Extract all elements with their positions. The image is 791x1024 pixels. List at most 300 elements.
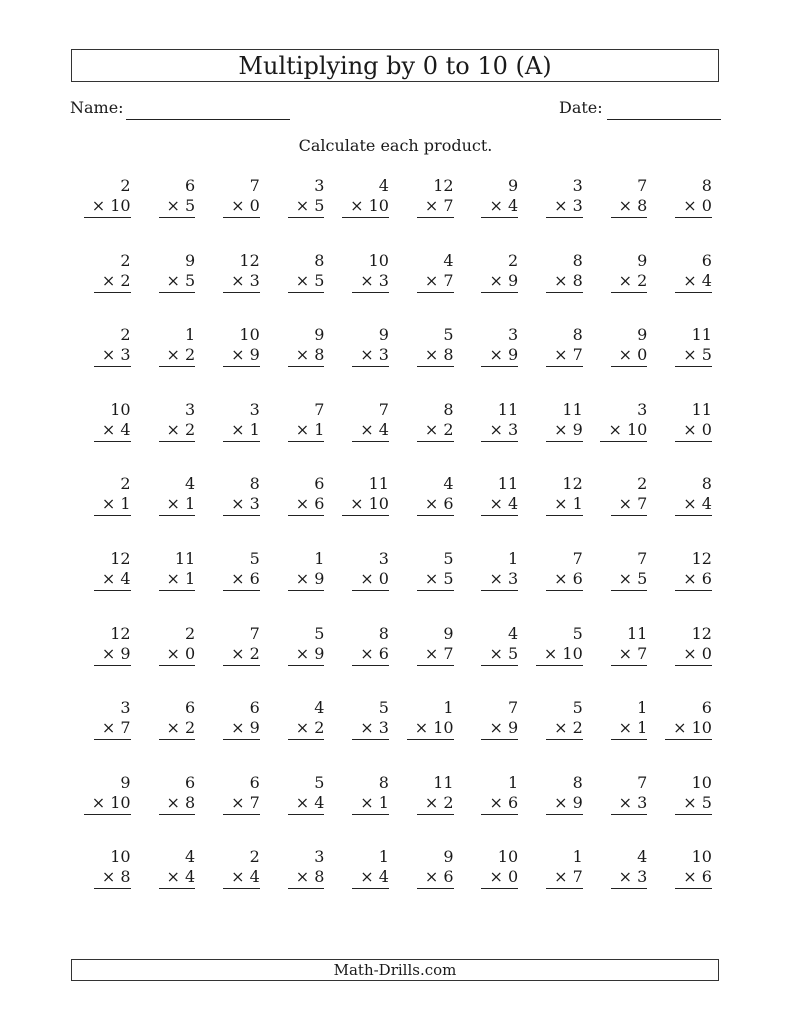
multiplier: × 3 bbox=[223, 494, 260, 516]
problem bbox=[270, 325, 335, 400]
problem bbox=[205, 847, 270, 922]
problem bbox=[528, 624, 593, 699]
problem bbox=[205, 325, 270, 400]
multiplier: × 2 bbox=[417, 793, 454, 815]
multiplier: × 3 bbox=[223, 271, 260, 293]
problem-row bbox=[76, 176, 722, 251]
multiplier: × 6 bbox=[223, 569, 260, 591]
multiplier: × 0 bbox=[611, 345, 648, 367]
multiplicand: 5 bbox=[314, 772, 325, 792]
multiplier: × 10 bbox=[84, 793, 131, 815]
multiplier: × 2 bbox=[223, 644, 260, 666]
problem bbox=[464, 474, 529, 549]
multiplicand: 9 bbox=[314, 325, 325, 345]
problem bbox=[464, 176, 529, 251]
multiplier: × 4 bbox=[675, 271, 712, 293]
problem bbox=[593, 474, 658, 549]
multiplicand: 5 bbox=[378, 698, 389, 718]
multiplier: × 4 bbox=[223, 867, 260, 889]
problem bbox=[593, 325, 658, 400]
multiplicand: 12 bbox=[239, 250, 260, 270]
multiplier: × 1 bbox=[223, 420, 260, 442]
multiplicand: 11 bbox=[691, 399, 712, 419]
multiplicand: 1 bbox=[314, 548, 325, 568]
multiplicand: 10 bbox=[691, 772, 712, 792]
multiplicand: 4 bbox=[185, 847, 196, 867]
multiplier: × 10 bbox=[600, 420, 647, 442]
multiplicand: 5 bbox=[572, 698, 583, 718]
multiplicand: 12 bbox=[691, 623, 712, 643]
problem bbox=[657, 698, 722, 773]
multiplier: × 3 bbox=[611, 867, 648, 889]
problem bbox=[270, 400, 335, 475]
multiplicand: 2 bbox=[637, 474, 648, 494]
problem bbox=[399, 251, 464, 326]
multiplier: × 4 bbox=[481, 196, 518, 218]
problem bbox=[399, 698, 464, 773]
multiplier: × 6 bbox=[675, 867, 712, 889]
multiplicand: 9 bbox=[378, 325, 389, 345]
problem bbox=[334, 325, 399, 400]
problem bbox=[141, 698, 206, 773]
multiplier: × 1 bbox=[159, 569, 196, 591]
multiplicand: 9 bbox=[637, 325, 648, 345]
footer-text: Math-Drills.com bbox=[333, 961, 457, 979]
problem bbox=[528, 474, 593, 549]
problem bbox=[76, 698, 141, 773]
problem-row bbox=[76, 847, 722, 922]
problem bbox=[141, 400, 206, 475]
multiplicand: 7 bbox=[378, 399, 389, 419]
problem bbox=[657, 176, 722, 251]
multiplicand: 6 bbox=[249, 698, 260, 718]
multiplicand: 9 bbox=[185, 250, 196, 270]
multiplier: × 7 bbox=[611, 644, 648, 666]
problem bbox=[399, 400, 464, 475]
multiplicand: 9 bbox=[443, 847, 454, 867]
problem bbox=[528, 773, 593, 848]
problem bbox=[205, 474, 270, 549]
multiplicand: 6 bbox=[185, 698, 196, 718]
multiplicand: 5 bbox=[249, 548, 260, 568]
problem bbox=[657, 624, 722, 699]
multiplier: × 7 bbox=[417, 271, 454, 293]
problem bbox=[657, 847, 722, 922]
problem bbox=[141, 176, 206, 251]
multiplicand: 2 bbox=[120, 325, 131, 345]
multiplicand: 7 bbox=[507, 698, 519, 718]
multiplicand: 11 bbox=[497, 474, 519, 494]
multiplicand: 3 bbox=[314, 176, 325, 195]
multiplicand: 11 bbox=[497, 399, 519, 419]
problem bbox=[528, 549, 593, 624]
problem-row bbox=[76, 549, 722, 624]
multiplicand: 1 bbox=[185, 325, 196, 345]
instructions: Calculate each product. bbox=[298, 136, 493, 155]
problem bbox=[205, 698, 270, 773]
problem bbox=[334, 698, 399, 773]
multiplier: × 9 bbox=[223, 718, 260, 740]
multiplier: × 7 bbox=[546, 345, 583, 367]
problem bbox=[657, 400, 722, 475]
multiplier: × 1 bbox=[352, 793, 389, 815]
problem bbox=[141, 624, 206, 699]
problem bbox=[270, 847, 335, 922]
problem bbox=[270, 176, 335, 251]
multiplicand: 10 bbox=[368, 250, 389, 270]
multiplicand: 1 bbox=[443, 698, 454, 718]
multiplier: × 8 bbox=[159, 793, 196, 815]
worksheet-title bbox=[71, 49, 719, 82]
multiplicand: 3 bbox=[185, 399, 196, 419]
multiplicand: 6 bbox=[185, 176, 196, 195]
multiplier: × 0 bbox=[352, 569, 389, 591]
problem bbox=[141, 474, 206, 549]
problem bbox=[76, 176, 141, 251]
problem-row bbox=[76, 251, 722, 326]
problem-row bbox=[76, 698, 722, 773]
multiplicand: 6 bbox=[701, 698, 712, 718]
problem bbox=[593, 176, 658, 251]
multiplier: × 5 bbox=[417, 569, 454, 591]
multiplier: × 1 bbox=[611, 718, 648, 740]
multiplier: × 2 bbox=[417, 420, 454, 442]
problem bbox=[464, 251, 529, 326]
multiplicand: 10 bbox=[110, 399, 131, 419]
problem bbox=[593, 400, 658, 475]
multiplier: × 8 bbox=[288, 345, 325, 367]
multiplier: × 9 bbox=[546, 793, 583, 815]
problem bbox=[657, 474, 722, 549]
problem bbox=[334, 251, 399, 326]
multiplier: × 7 bbox=[94, 718, 131, 740]
multiplier: × 2 bbox=[159, 420, 196, 442]
multiplicand: 2 bbox=[507, 250, 519, 270]
multiplicand: 6 bbox=[185, 772, 196, 792]
problem bbox=[528, 698, 593, 773]
multiplier: × 3 bbox=[611, 793, 648, 815]
multiplicand: 7 bbox=[314, 399, 325, 419]
problem bbox=[334, 400, 399, 475]
problem-row bbox=[76, 474, 722, 549]
multiplicand: 12 bbox=[691, 548, 712, 568]
multiplier: × 8 bbox=[288, 867, 325, 889]
problem-grid bbox=[76, 176, 722, 922]
problem bbox=[528, 400, 593, 475]
problem bbox=[334, 773, 399, 848]
multiplier: × 3 bbox=[481, 420, 518, 442]
multiplicand: 8 bbox=[249, 474, 260, 494]
multiplier: × 0 bbox=[675, 644, 712, 666]
multiplier: × 9 bbox=[94, 644, 131, 666]
problem bbox=[399, 624, 464, 699]
problem bbox=[593, 624, 658, 699]
problem bbox=[528, 325, 593, 400]
multiplicand: 9 bbox=[120, 772, 131, 792]
multiplicand: 5 bbox=[443, 325, 454, 345]
multiplier: × 4 bbox=[352, 420, 389, 442]
multiplicand: 3 bbox=[249, 399, 260, 419]
multiplier: × 2 bbox=[288, 718, 325, 740]
multiplier: × 7 bbox=[611, 494, 648, 516]
multiplicand: 7 bbox=[637, 772, 648, 792]
multiplier: × 3 bbox=[352, 345, 389, 367]
multiplicand: 8 bbox=[378, 772, 389, 792]
multiplier: × 2 bbox=[546, 718, 583, 740]
problem bbox=[270, 474, 335, 549]
multiplier: × 3 bbox=[94, 345, 131, 367]
problem bbox=[141, 847, 206, 922]
problem bbox=[205, 549, 270, 624]
multiplicand: 7 bbox=[637, 176, 648, 195]
multiplier: × 9 bbox=[288, 644, 325, 666]
multiplier: × 9 bbox=[288, 569, 325, 591]
multiplier: × 8 bbox=[417, 345, 454, 367]
multiplier: × 4 bbox=[159, 867, 196, 889]
multiplicand: 9 bbox=[637, 250, 648, 270]
multiplicand: 5 bbox=[572, 623, 583, 643]
multiplicand: 10 bbox=[239, 325, 260, 345]
problem bbox=[76, 549, 141, 624]
multiplicand: 11 bbox=[691, 325, 712, 345]
problem bbox=[141, 773, 206, 848]
multiplier: × 9 bbox=[546, 420, 583, 442]
multiplier: × 8 bbox=[611, 196, 648, 218]
multiplicand: 2 bbox=[120, 474, 131, 494]
problem bbox=[205, 176, 270, 251]
multiplier: × 9 bbox=[223, 345, 260, 367]
problem bbox=[76, 847, 141, 922]
problem bbox=[141, 251, 206, 326]
multiplier: × 7 bbox=[417, 644, 454, 666]
multiplicand: 3 bbox=[378, 548, 389, 568]
multiplicand: 8 bbox=[572, 250, 583, 270]
problem bbox=[464, 549, 529, 624]
problem bbox=[270, 251, 335, 326]
multiplier: × 4 bbox=[481, 494, 518, 516]
multiplier: × 6 bbox=[417, 867, 454, 889]
multiplicand: 4 bbox=[443, 250, 454, 270]
multiplicand: 12 bbox=[433, 176, 454, 195]
multiplier: × 4 bbox=[288, 793, 325, 815]
multiplicand: 8 bbox=[314, 250, 325, 270]
problem bbox=[657, 251, 722, 326]
name-label: Name: bbox=[70, 98, 124, 117]
problem bbox=[593, 773, 658, 848]
problem bbox=[205, 773, 270, 848]
problem bbox=[464, 325, 529, 400]
multiplicand: 10 bbox=[691, 847, 712, 867]
multiplier: × 6 bbox=[675, 569, 712, 591]
multiplicand: 1 bbox=[507, 548, 519, 568]
multiplicand: 4 bbox=[314, 698, 325, 718]
multiplier: × 10 bbox=[342, 494, 389, 516]
multiplicand: 2 bbox=[120, 176, 131, 195]
multiplicand: 8 bbox=[572, 325, 583, 345]
problem-row bbox=[76, 773, 722, 848]
multiplicand: 7 bbox=[572, 548, 583, 568]
multiplier: × 10 bbox=[665, 718, 712, 740]
multiplicand: 9 bbox=[443, 623, 454, 643]
multiplier: × 1 bbox=[159, 494, 196, 516]
problem bbox=[399, 325, 464, 400]
multiplicand: 6 bbox=[314, 474, 325, 494]
problem bbox=[76, 325, 141, 400]
multiplier: × 9 bbox=[481, 271, 518, 293]
multiplicand: 5 bbox=[443, 548, 454, 568]
problem bbox=[76, 400, 141, 475]
multiplier: × 3 bbox=[546, 196, 583, 218]
multiplicand: 8 bbox=[701, 474, 712, 494]
multiplier: × 7 bbox=[546, 867, 583, 889]
multiplier: × 6 bbox=[417, 494, 454, 516]
multiplicand: 3 bbox=[120, 698, 131, 718]
multiplicand: 3 bbox=[572, 176, 583, 195]
date-label: Date: bbox=[559, 98, 603, 117]
multiplier: × 5 bbox=[159, 196, 196, 218]
multiplier: × 10 bbox=[342, 196, 389, 218]
problem bbox=[593, 847, 658, 922]
multiplier: × 6 bbox=[352, 644, 389, 666]
problem bbox=[399, 176, 464, 251]
problem bbox=[464, 847, 529, 922]
multiplicand: 8 bbox=[701, 176, 712, 195]
name-field[interactable] bbox=[126, 119, 290, 120]
multiplier: × 9 bbox=[481, 345, 518, 367]
problem bbox=[399, 773, 464, 848]
problem bbox=[270, 549, 335, 624]
problem-row bbox=[76, 325, 722, 400]
multiplier: × 7 bbox=[417, 196, 454, 218]
problem bbox=[464, 773, 529, 848]
multiplier: × 9 bbox=[481, 718, 518, 740]
multiplier: × 2 bbox=[94, 271, 131, 293]
multiplicand: 8 bbox=[572, 772, 583, 792]
multiplier: × 4 bbox=[94, 569, 131, 591]
problem bbox=[657, 773, 722, 848]
problem bbox=[657, 325, 722, 400]
multiplicand: 4 bbox=[637, 847, 648, 867]
multiplier: × 4 bbox=[352, 867, 389, 889]
problem-row bbox=[76, 400, 722, 475]
worksheet-title-text: Multiplying by 0 to 10 (A) bbox=[238, 51, 552, 80]
multiplier: × 5 bbox=[675, 793, 712, 815]
multiplicand: 9 bbox=[507, 176, 519, 195]
multiplier: × 2 bbox=[159, 718, 196, 740]
multiplier: × 0 bbox=[675, 420, 712, 442]
multiplier: × 5 bbox=[288, 196, 325, 218]
multiplier: × 10 bbox=[84, 196, 131, 218]
multiplier: × 0 bbox=[223, 196, 260, 218]
multiplicand: 10 bbox=[110, 847, 131, 867]
problem bbox=[593, 549, 658, 624]
problem bbox=[528, 251, 593, 326]
multiplicand: 12 bbox=[110, 623, 131, 643]
problem bbox=[464, 698, 529, 773]
multiplicand: 7 bbox=[249, 623, 260, 643]
multiplicand: 4 bbox=[507, 623, 519, 643]
multiplier: × 6 bbox=[546, 569, 583, 591]
multiplier: × 2 bbox=[611, 271, 648, 293]
problem bbox=[657, 549, 722, 624]
multiplier: × 5 bbox=[611, 569, 648, 591]
multiplicand: 1 bbox=[637, 698, 648, 718]
multiplicand: 6 bbox=[701, 250, 712, 270]
multiplicand: 11 bbox=[433, 772, 454, 792]
problem bbox=[593, 251, 658, 326]
multiplicand: 8 bbox=[378, 623, 389, 643]
multiplicand: 3 bbox=[637, 399, 648, 419]
multiplier: × 5 bbox=[481, 644, 518, 666]
problem bbox=[76, 474, 141, 549]
multiplier: × 8 bbox=[94, 867, 131, 889]
multiplier: × 1 bbox=[288, 420, 325, 442]
problem bbox=[593, 698, 658, 773]
problem bbox=[334, 176, 399, 251]
multiplicand: 2 bbox=[120, 250, 131, 270]
multiplier: × 6 bbox=[481, 793, 518, 815]
multiplier: × 4 bbox=[94, 420, 131, 442]
problem bbox=[334, 847, 399, 922]
multiplier: × 6 bbox=[288, 494, 325, 516]
multiplier: × 2 bbox=[159, 345, 196, 367]
multiplicand: 12 bbox=[562, 474, 583, 494]
multiplier: × 5 bbox=[159, 271, 196, 293]
multiplicand: 3 bbox=[507, 325, 519, 345]
multiplier: × 3 bbox=[481, 569, 518, 591]
problem bbox=[270, 698, 335, 773]
multiplicand: 2 bbox=[249, 847, 260, 867]
multiplicand: 3 bbox=[314, 847, 325, 867]
footer bbox=[71, 959, 719, 981]
problem bbox=[399, 847, 464, 922]
problem bbox=[76, 773, 141, 848]
multiplicand: 11 bbox=[368, 474, 389, 494]
multiplicand: 1 bbox=[507, 772, 519, 792]
multiplier: × 0 bbox=[159, 644, 196, 666]
multiplier: × 10 bbox=[536, 644, 583, 666]
multiplicand: 12 bbox=[110, 548, 131, 568]
problem bbox=[205, 624, 270, 699]
problem bbox=[270, 624, 335, 699]
problem-row bbox=[76, 624, 722, 699]
problem bbox=[399, 474, 464, 549]
multiplicand: 2 bbox=[185, 623, 196, 643]
problem bbox=[205, 251, 270, 326]
problem bbox=[528, 847, 593, 922]
multiplier: × 10 bbox=[407, 718, 454, 740]
multiplicand: 1 bbox=[378, 847, 389, 867]
multiplicand: 11 bbox=[626, 623, 648, 643]
problem bbox=[76, 624, 141, 699]
multiplicand: 11 bbox=[562, 399, 583, 419]
multiplier: × 4 bbox=[675, 494, 712, 516]
problem bbox=[334, 549, 399, 624]
problem bbox=[334, 624, 399, 699]
multiplier: × 5 bbox=[288, 271, 325, 293]
problem bbox=[464, 624, 529, 699]
multiplier: × 8 bbox=[546, 271, 583, 293]
problem bbox=[334, 474, 399, 549]
date-field[interactable] bbox=[607, 119, 721, 120]
multiplicand: 6 bbox=[249, 772, 260, 792]
problem bbox=[205, 400, 270, 475]
multiplier: × 1 bbox=[94, 494, 131, 516]
multiplicand: 7 bbox=[637, 548, 648, 568]
problem bbox=[528, 176, 593, 251]
problem bbox=[76, 251, 141, 326]
multiplicand: 4 bbox=[378, 176, 389, 195]
